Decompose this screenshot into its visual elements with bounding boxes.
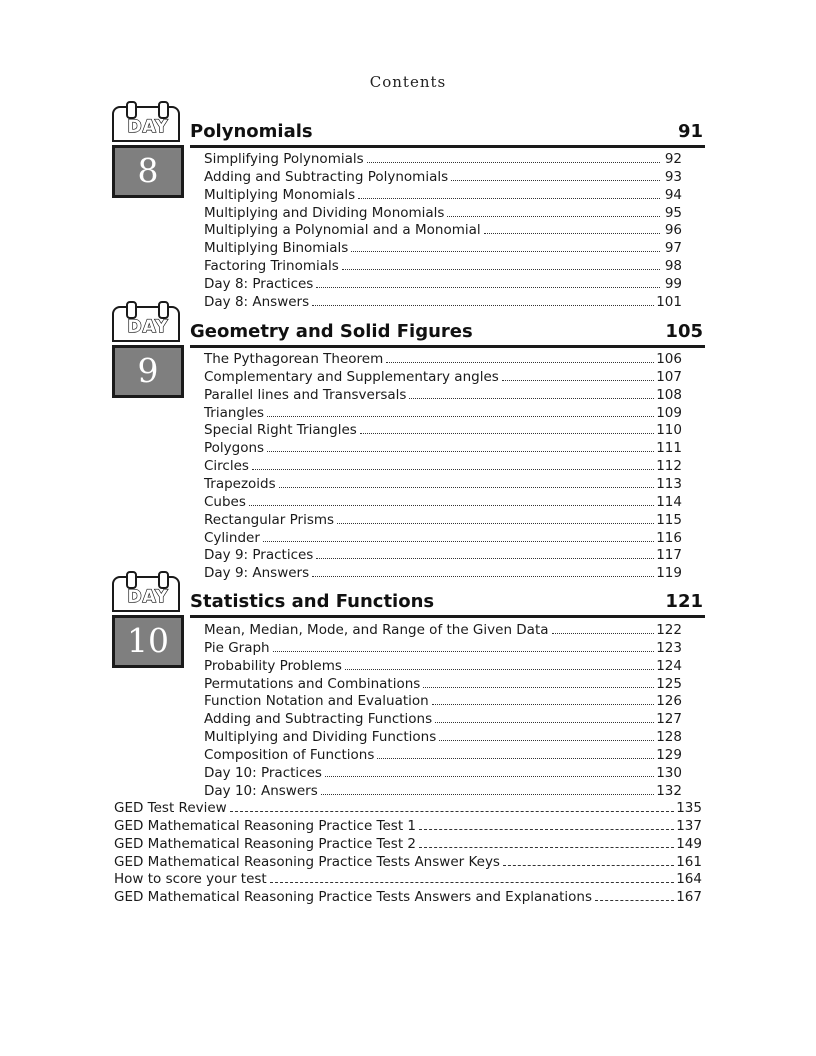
dot-leader	[267, 451, 654, 452]
calendar-icon	[112, 306, 180, 342]
entry-page-number: 106	[656, 351, 682, 367]
entry-title: Circles	[204, 458, 249, 475]
toc-entry[interactable]	[204, 765, 682, 783]
dot-leader	[342, 269, 660, 270]
entry-title: Day 9: Practices	[204, 547, 314, 564]
section-entries	[204, 351, 682, 583]
entry-page-number: 110	[656, 422, 682, 439]
toc-entry[interactable]	[204, 729, 682, 747]
entry-page-number: 99	[664, 276, 682, 293]
page-title: Contents	[369, 73, 447, 91]
dot-leader	[360, 433, 654, 434]
entry-title: Simplifying Polynomials	[204, 151, 364, 167]
toc-entry[interactable]	[114, 836, 702, 854]
dot-leader	[502, 380, 654, 381]
toc-entry[interactable]	[204, 387, 682, 405]
entry-title: Cylinder	[204, 529, 260, 546]
entry-page-number: 129	[656, 747, 682, 764]
toc-entry[interactable]	[204, 169, 682, 187]
dot-leader	[432, 704, 655, 705]
toc-entry[interactable]	[204, 512, 682, 530]
entry-page-number: 114	[656, 493, 682, 510]
entry-title: Complementary and Supplementary angles	[204, 368, 499, 385]
entry-title: Mean, Median, Mode, and Range of the Given Data	[204, 622, 549, 638]
entry-page-number: 96	[664, 222, 682, 239]
toc-entry[interactable]	[204, 151, 682, 169]
dot-leader	[423, 687, 654, 688]
entry-title: Special Right Triangles	[204, 422, 357, 439]
dot-leader	[484, 233, 660, 234]
entry-title: Multiplying and Dividing Monomials	[204, 204, 445, 221]
toc-entry[interactable]	[204, 783, 682, 801]
entry-page-number: 167	[676, 889, 702, 906]
entry-page-number: 92	[664, 151, 682, 167]
entry-title: GED Mathematical Reasoning Practice Test 2	[114, 835, 417, 852]
dot-leader	[270, 882, 674, 883]
dot-leader	[409, 398, 654, 399]
toc-entry[interactable]	[204, 187, 682, 205]
entry-page-number: 116	[656, 529, 682, 546]
entry-page-number: 113	[656, 476, 682, 493]
entry-title: Multiplying Monomials	[204, 186, 356, 203]
entry-title: Pie Graph	[204, 639, 270, 656]
entry-title: Parallel lines and Transversals	[204, 386, 407, 403]
entry-page-number: 122	[656, 622, 682, 638]
dot-leader	[439, 740, 654, 741]
dot-leader	[316, 558, 654, 559]
entry-page-number: 119	[656, 565, 682, 582]
toc-entry[interactable]	[204, 530, 682, 548]
toc-entry[interactable]	[204, 369, 682, 387]
dot-leader	[325, 776, 654, 777]
day-number: 8	[112, 145, 184, 198]
section-header	[190, 321, 705, 348]
entry-page-number: 101	[656, 293, 682, 310]
entry-page-number: 107	[656, 368, 682, 385]
entry-page-number: 130	[656, 764, 682, 781]
entry-page-number: 161	[676, 853, 702, 870]
entry-page-number: 132	[656, 782, 682, 799]
toc-entry[interactable]	[114, 871, 702, 889]
entry-title: How to score your test	[114, 871, 267, 888]
dot-leader	[351, 251, 660, 252]
dot-leader	[312, 576, 654, 577]
section-header	[190, 591, 705, 618]
toc-entry[interactable]	[204, 258, 682, 276]
calendar-icon	[112, 576, 180, 612]
toc-entry[interactable]	[204, 294, 682, 312]
entry-page-number: 97	[664, 240, 682, 257]
day-label: DAY	[127, 117, 169, 137]
toc-entry[interactable]	[204, 693, 682, 711]
section-entries	[204, 622, 682, 801]
section-header	[190, 121, 705, 148]
day-badge	[112, 576, 184, 668]
dot-leader	[316, 287, 660, 288]
day-label: DAY	[127, 587, 169, 607]
entry-page-number: 93	[664, 168, 682, 185]
entry-page-number: 135	[676, 800, 702, 816]
day-number: 10	[112, 615, 184, 668]
dot-leader	[377, 758, 654, 759]
toc-entry[interactable]	[204, 222, 682, 240]
entry-title: GED Mathematical Reasoning Practice Tests Answer Keys	[114, 853, 500, 870]
entry-title: Factoring Trinomials	[204, 258, 339, 275]
entry-page-number: 125	[656, 675, 682, 692]
dot-leader	[252, 469, 654, 470]
toc-entry[interactable]	[204, 494, 682, 512]
entry-title: Day 9: Answers	[204, 565, 310, 582]
entry-title: GED Mathematical Reasoning Practice Tests Answers and Explanations	[114, 889, 593, 906]
entry-title: Probability Problems	[204, 657, 342, 674]
entry-page-number: 109	[656, 404, 682, 421]
day-number: 9	[112, 345, 184, 398]
dot-leader	[367, 162, 660, 163]
entry-title: GED Test Review	[114, 800, 227, 816]
dot-leader	[337, 523, 654, 524]
entry-page-number: 127	[656, 711, 682, 728]
dot-leader	[503, 865, 674, 866]
entry-title: Triangles	[204, 404, 265, 421]
toc-entry[interactable]	[204, 547, 682, 565]
entry-page-number: 137	[676, 817, 702, 834]
dot-leader	[230, 811, 674, 812]
dot-leader	[447, 216, 660, 217]
toc-entry[interactable]	[204, 240, 682, 258]
toc-entry[interactable]	[204, 622, 682, 640]
toc-entry[interactable]	[204, 676, 682, 694]
entry-page-number: 111	[656, 440, 682, 457]
dot-leader	[435, 722, 654, 723]
toc-entry[interactable]	[114, 800, 702, 818]
entry-page-number: 124	[656, 657, 682, 674]
toc-entry[interactable]	[204, 440, 682, 458]
entry-title: Adding and Subtracting Functions	[204, 711, 433, 728]
day-label: DAY	[127, 317, 169, 337]
entry-title: Day 8: Practices	[204, 276, 314, 293]
entry-page-number: 98	[664, 258, 682, 275]
dot-leader	[595, 900, 674, 901]
entry-page-number: 128	[656, 729, 682, 746]
toc-entry[interactable]	[204, 565, 682, 583]
dot-leader	[419, 847, 674, 848]
entry-title: Day 8: Answers	[204, 293, 310, 310]
entry-title: Trapezoids	[204, 476, 276, 493]
toc-entry[interactable]	[204, 476, 682, 494]
toc-entry[interactable]	[204, 747, 682, 765]
dot-leader	[451, 180, 660, 181]
entry-title: Rectangular Prisms	[204, 511, 335, 528]
toc-entry[interactable]	[204, 458, 682, 476]
toc-entry[interactable]	[204, 405, 682, 423]
dot-leader	[267, 416, 654, 417]
entry-title: Adding and Subtracting Polynomials	[204, 168, 449, 185]
dot-leader	[386, 362, 654, 363]
toc-entry[interactable]	[114, 854, 702, 872]
calendar-icon	[112, 106, 180, 142]
dot-leader	[273, 651, 655, 652]
entry-page-number: 95	[664, 204, 682, 221]
toc-entry[interactable]	[204, 711, 682, 729]
entry-page-number: 112	[656, 458, 682, 475]
toc-entry[interactable]	[114, 818, 702, 836]
dot-leader	[249, 505, 654, 506]
toc-entry[interactable]	[204, 640, 682, 658]
entry-page-number: 117	[656, 547, 682, 564]
dot-leader	[263, 541, 654, 542]
toc-entry[interactable]	[114, 889, 702, 907]
entry-title: Day 10: Answers	[204, 782, 318, 799]
section-page-number: 121	[665, 591, 703, 612]
section-title: Statistics and Functions	[190, 591, 435, 612]
entry-page-number: 108	[656, 386, 682, 403]
dot-leader	[358, 198, 660, 199]
entry-title: Day 10: Practices	[204, 764, 322, 781]
entry-page-number: 123	[656, 639, 682, 656]
dot-leader	[552, 633, 655, 634]
dot-leader	[321, 794, 654, 795]
entry-title: Function Notation and Evaluation	[204, 693, 429, 710]
toc-entry[interactable]	[204, 351, 682, 369]
section-title: Geometry and Solid Figures	[190, 321, 473, 342]
toc-entry[interactable]	[204, 276, 682, 294]
entry-page-number: 94	[664, 186, 682, 203]
section-title: Polynomials	[190, 121, 313, 142]
section-entries	[204, 151, 682, 312]
entry-page-number: 149	[676, 835, 702, 852]
toc-entry[interactable]	[204, 658, 682, 676]
entry-title: Multiplying a Polynomial and a Monomial	[204, 222, 481, 239]
entry-title: Polygons	[204, 440, 265, 457]
day-badge	[112, 106, 184, 198]
toc-entry[interactable]	[204, 205, 682, 223]
dot-leader	[419, 829, 674, 830]
entry-title: Composition of Functions	[204, 747, 375, 764]
entry-page-number: 126	[656, 693, 682, 710]
section-page-number: 91	[677, 121, 703, 142]
day-badge	[112, 306, 184, 398]
dot-leader	[279, 487, 655, 488]
review-entries	[114, 800, 702, 907]
entry-title: Permutations and Combinations	[204, 675, 421, 692]
entry-page-number: 164	[676, 871, 702, 888]
entry-title: The Pythagorean Theorem	[204, 351, 384, 367]
toc-entry[interactable]	[204, 422, 682, 440]
dot-leader	[312, 305, 654, 306]
entry-page-number: 115	[656, 511, 682, 528]
entry-title: Cubes	[204, 493, 246, 510]
entry-title: Multiplying and Dividing Functions	[204, 729, 437, 746]
section-page-number: 105	[665, 321, 703, 342]
entry-title: GED Mathematical Reasoning Practice Test 1	[114, 817, 417, 834]
entry-title: Multiplying Binomials	[204, 240, 349, 257]
dot-leader	[345, 669, 654, 670]
